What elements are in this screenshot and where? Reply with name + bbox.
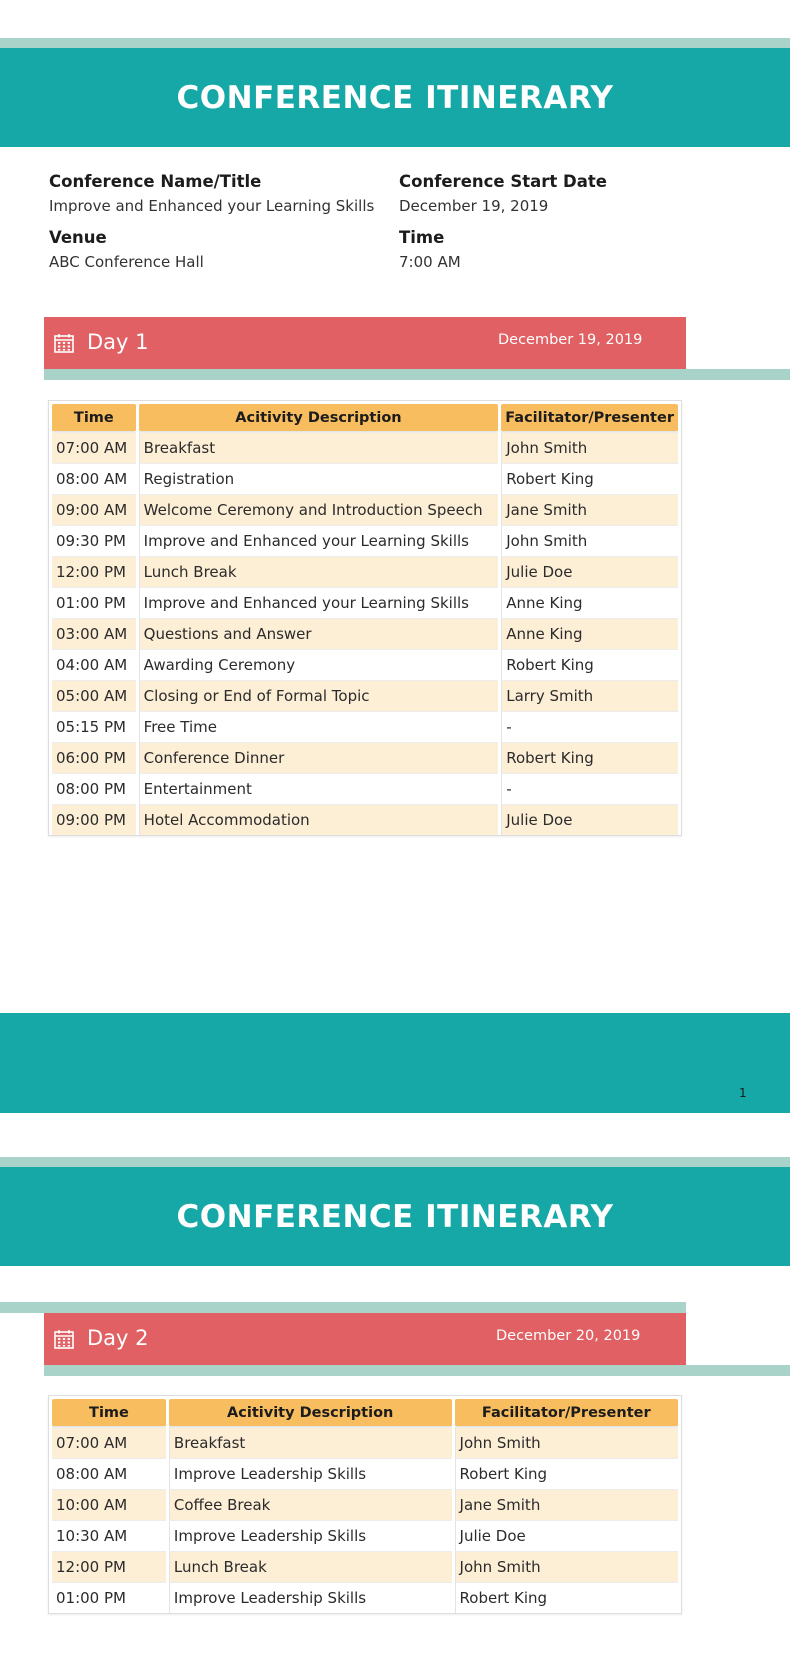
day-2-bar <box>44 1313 686 1365</box>
top-accent-stripe <box>0 38 790 48</box>
cell-activity: Questions and Answer <box>139 618 499 649</box>
table-row <box>52 1582 678 1613</box>
cell-facilitator: Anne King <box>501 587 678 618</box>
header-banner <box>0 48 790 147</box>
conference-name-value: Improve and Enhanced your Learning Skills <box>49 197 375 215</box>
table-row <box>52 1489 678 1520</box>
conference-start-value: December 19, 2019 <box>399 197 549 215</box>
day-1-date: December 19, 2019 <box>498 332 643 348</box>
cell-activity: Coffee Break <box>169 1489 452 1520</box>
cell-activity: Breakfast <box>139 432 499 463</box>
cell-facilitator: Robert King <box>501 742 678 773</box>
table-header-row <box>52 1399 678 1427</box>
table-row <box>52 773 678 804</box>
page-2-header-banner <box>0 1167 790 1266</box>
day-2-label: Day 2 <box>87 1326 149 1350</box>
cell-activity: Registration <box>139 463 499 494</box>
column-header-time: Time <box>52 404 136 432</box>
day-2-date: December 20, 2019 <box>496 1328 641 1344</box>
table-row <box>52 680 678 711</box>
time-value: 7:00 AM <box>399 253 461 271</box>
table-row <box>52 432 678 463</box>
cell-facilitator: Jane Smith <box>455 1489 678 1520</box>
day-1-bar <box>44 317 686 369</box>
cell-activity: Lunch Break <box>169 1551 452 1582</box>
day-1-label: Day 1 <box>87 330 149 354</box>
table-row <box>52 587 678 618</box>
calendar-icon <box>54 1329 74 1349</box>
cell-time: 07:00 AM <box>52 432 136 463</box>
cell-activity: Improve Leadership Skills <box>169 1582 452 1613</box>
cell-facilitator: Robert King <box>501 649 678 680</box>
cell-activity: Conference Dinner <box>139 742 499 773</box>
conference-start-label: Conference Start Date <box>399 172 607 191</box>
page-number: 1 <box>739 1086 747 1100</box>
venue-label: Venue <box>49 228 107 247</box>
conference-name-label: Conference Name/Title <box>49 172 262 191</box>
day-1-itinerary-table <box>48 400 682 836</box>
cell-activity: Free Time <box>139 711 499 742</box>
cell-time: 05:00 AM <box>52 680 136 711</box>
cell-time: 06:00 PM <box>52 742 136 773</box>
table-row <box>52 742 678 773</box>
table-row <box>52 494 678 525</box>
cell-facilitator: Anne King <box>501 618 678 649</box>
table-row <box>52 618 678 649</box>
cell-activity: Awarding Ceremony <box>139 649 499 680</box>
table-row <box>52 1458 678 1489</box>
cell-facilitator: Jane Smith <box>501 494 678 525</box>
table-row <box>52 1520 678 1551</box>
table-header-row <box>52 404 678 432</box>
cell-time: 10:30 AM <box>52 1520 166 1551</box>
day-2-table-body <box>52 1427 678 1613</box>
day-1-accent-stripe <box>44 369 790 380</box>
cell-activity: Improve Leadership Skills <box>169 1458 452 1489</box>
cell-time: 09:00 PM <box>52 804 136 835</box>
cell-facilitator: Robert King <box>455 1458 678 1489</box>
day-2-top-accent-stripe <box>0 1302 686 1313</box>
cell-facilitator: - <box>501 711 678 742</box>
column-header-activity: Acitivity Description <box>139 404 499 432</box>
cell-time: 10:00 AM <box>52 1489 166 1520</box>
document-title: CONFERENCE ITINERARY <box>176 80 614 116</box>
cell-time: 08:00 PM <box>52 773 136 804</box>
cell-facilitator: Julie Doe <box>501 804 678 835</box>
cell-facilitator: John Smith <box>501 525 678 556</box>
page-2-top-accent-stripe <box>0 1157 790 1167</box>
cell-time: 12:00 PM <box>52 556 136 587</box>
table-row <box>52 556 678 587</box>
day-2-itinerary-table <box>48 1395 682 1614</box>
cell-activity: Welcome Ceremony and Introduction Speech <box>139 494 499 525</box>
cell-facilitator: Julie Doe <box>501 556 678 587</box>
cell-time: 03:00 AM <box>52 618 136 649</box>
cell-facilitator: Larry Smith <box>501 680 678 711</box>
table-row <box>52 804 678 835</box>
cell-time: 01:00 PM <box>52 587 136 618</box>
cell-time: 09:00 AM <box>52 494 136 525</box>
cell-time: 01:00 PM <box>52 1582 166 1613</box>
cell-activity: Lunch Break <box>139 556 499 587</box>
page-2-document-title: CONFERENCE ITINERARY <box>176 1199 614 1235</box>
table-row <box>52 525 678 556</box>
table-row <box>52 463 678 494</box>
table-row <box>52 649 678 680</box>
time-label: Time <box>399 228 445 247</box>
cell-activity: Improve and Enhanced your Learning Skills <box>139 587 499 618</box>
column-header-facilitator: Facilitator/Presenter <box>501 404 678 432</box>
column-header-activity: Acitivity Description <box>169 1399 452 1427</box>
table-row <box>52 1551 678 1582</box>
cell-time: 12:00 PM <box>52 1551 166 1582</box>
cell-facilitator: - <box>501 773 678 804</box>
cell-activity: Improve Leadership Skills <box>169 1520 452 1551</box>
cell-activity: Entertainment <box>139 773 499 804</box>
cell-facilitator: John Smith <box>501 432 678 463</box>
cell-time: 08:00 AM <box>52 1458 166 1489</box>
cell-activity: Hotel Accommodation <box>139 804 499 835</box>
cell-facilitator: Robert King <box>501 463 678 494</box>
cell-time: 04:00 AM <box>52 649 136 680</box>
cell-facilitator: Julie Doe <box>455 1520 678 1551</box>
cell-facilitator: John Smith <box>455 1551 678 1582</box>
table-row <box>52 711 678 742</box>
cell-time: 05:15 PM <box>52 711 136 742</box>
cell-activity: Closing or End of Formal Topic <box>139 680 499 711</box>
day-2-accent-stripe <box>44 1365 790 1376</box>
cell-time: 09:30 PM <box>52 525 136 556</box>
cell-facilitator: John Smith <box>455 1427 678 1458</box>
column-header-facilitator: Facilitator/Presenter <box>455 1399 678 1427</box>
cell-activity: Breakfast <box>169 1427 452 1458</box>
footer-banner <box>0 1013 790 1113</box>
cell-time: 07:00 AM <box>52 1427 166 1458</box>
calendar-icon <box>54 333 74 353</box>
cell-activity: Improve and Enhanced your Learning Skills <box>139 525 499 556</box>
day-1-table-body <box>52 432 678 835</box>
cell-facilitator: Robert King <box>455 1582 678 1613</box>
venue-value: ABC Conference Hall <box>49 253 204 271</box>
cell-time: 08:00 AM <box>52 463 136 494</box>
column-header-time: Time <box>52 1399 166 1427</box>
table-row <box>52 1427 678 1458</box>
